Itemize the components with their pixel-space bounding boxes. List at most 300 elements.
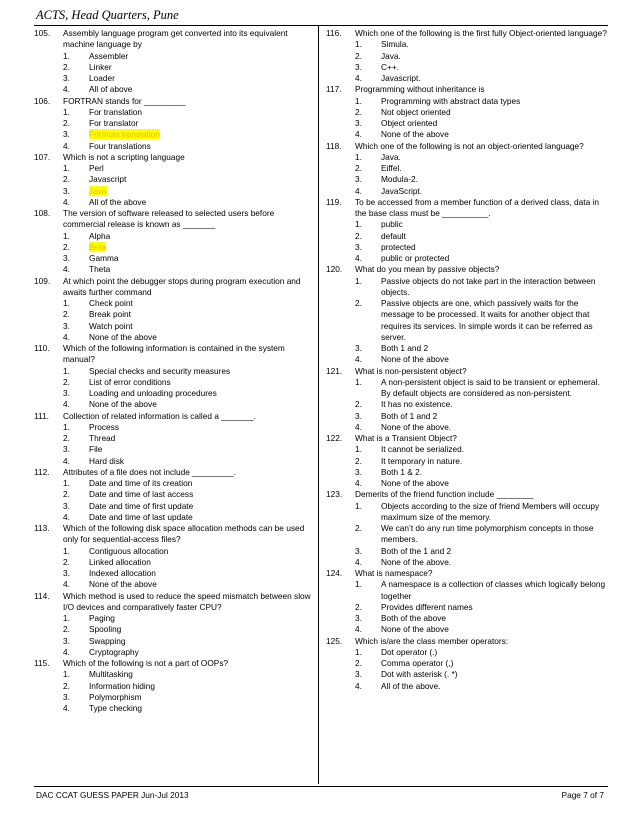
question-text: Assembly language program get converted into its equivalent machine language by — [63, 28, 288, 50]
option-text: Special checks and security measures — [89, 365, 231, 376]
option-item — [355, 422, 608, 433]
option-item — [63, 478, 316, 489]
option-item — [355, 377, 608, 400]
question-text: What is namespace? — [355, 568, 433, 578]
question-text: Which is not a scripting language — [63, 151, 185, 162]
question-text: Which of the following is not a part of OOPs? — [63, 658, 229, 668]
option-item — [63, 613, 316, 624]
option-item — [63, 557, 316, 568]
option-text: None of the above. — [381, 421, 452, 432]
question-item — [326, 433, 608, 489]
option-number: 4. — [355, 185, 362, 196]
option-number: 1. — [355, 444, 362, 455]
option-item — [63, 84, 316, 95]
question-number: 106. — [34, 95, 51, 106]
option-text: Break point — [89, 309, 131, 320]
option-item — [63, 264, 316, 275]
option-item — [63, 489, 316, 500]
option-number: 2. — [355, 163, 362, 173]
option-number: 4. — [355, 421, 362, 432]
option-item — [63, 186, 316, 197]
option-item — [63, 242, 316, 253]
option-number: 3. — [355, 118, 362, 128]
option-text: Gamma — [89, 253, 119, 263]
option-number: 3. — [63, 444, 70, 455]
option-number: 2. — [63, 309, 70, 320]
question-number: 116. — [326, 28, 342, 38]
option-number: 4. — [63, 331, 70, 342]
option-text: Object oriented — [381, 118, 438, 128]
page-header-title: ACTS, Head Quarters, Pune — [36, 8, 179, 22]
option-list — [355, 152, 608, 197]
question-item — [326, 366, 608, 434]
option-number: 4. — [63, 703, 70, 713]
option-item — [63, 253, 316, 264]
option-list — [355, 501, 608, 569]
option-number: 2. — [63, 489, 70, 500]
option-number: 4. — [355, 478, 362, 488]
option-item — [355, 579, 608, 602]
question-number: 112. — [34, 466, 50, 477]
option-number: 4. — [63, 84, 70, 95]
option-item — [63, 636, 316, 647]
option-item — [63, 703, 316, 714]
option-number: 4. — [63, 264, 70, 275]
option-item — [355, 399, 608, 410]
option-text: All of the above — [89, 196, 147, 207]
option-text: None of the above — [381, 624, 449, 635]
option-item — [355, 602, 608, 613]
option-item — [355, 298, 608, 343]
option-number: 2. — [355, 50, 362, 61]
question-item — [326, 141, 608, 197]
question-item — [34, 152, 316, 208]
option-item — [355, 163, 608, 174]
option-text: Loading and unloading procedures — [89, 388, 217, 398]
option-item — [63, 118, 316, 129]
option-text: JavaScript. — [381, 185, 423, 196]
option-item — [63, 456, 316, 467]
option-number: 4. — [355, 556, 362, 567]
option-item — [63, 579, 316, 590]
option-number: 1. — [63, 298, 70, 308]
question-number: 115. — [34, 658, 50, 668]
option-number: 2. — [355, 455, 362, 466]
header-rule — [34, 25, 608, 26]
question-text: At which point the debugger stops during program execution and awaits further command — [63, 275, 301, 297]
option-text: Polymorphism — [89, 691, 142, 702]
option-number: 3. — [355, 613, 362, 623]
option-text: public or protected — [381, 253, 450, 263]
question-number: 123. — [326, 489, 343, 500]
option-number: 4. — [355, 680, 362, 691]
option-text: Date and time of its creation — [89, 478, 193, 488]
option-text: None of the above — [89, 331, 157, 342]
option-number: 1. — [63, 163, 70, 173]
option-text: Programming with abstract data types — [381, 95, 521, 106]
option-text: Date and time of first update — [89, 500, 194, 511]
option-number: 1. — [63, 106, 70, 117]
option-text: Assembler — [89, 50, 129, 61]
option-text: None of the above — [381, 129, 449, 140]
option-text: A non-persistent object is said to be transient or ephemeral. By default objects are considered as non-persistent. — [381, 376, 600, 398]
option-text: Spooling — [89, 624, 122, 635]
option-number: 2. — [63, 61, 70, 72]
option-text: Process — [89, 421, 119, 432]
question-text: Attributes of a file does not include _________. — [63, 466, 236, 477]
option-text: Linker — [89, 61, 112, 72]
option-number: 4. — [63, 579, 70, 590]
option-text: Theta — [89, 264, 111, 275]
option-number: 2. — [355, 523, 362, 533]
right-question-column — [326, 28, 608, 692]
option-number: 1. — [63, 230, 70, 241]
option-text: Watch point — [89, 320, 133, 331]
option-item — [63, 107, 316, 118]
option-text: It has no existence. — [381, 399, 453, 410]
option-item — [355, 501, 608, 524]
option-item — [355, 658, 608, 669]
option-item — [355, 73, 608, 84]
option-list — [63, 298, 316, 343]
question-item — [326, 84, 608, 140]
question-text: Which of the following information is contained in the system manual? — [63, 343, 285, 365]
option-text: Eiffel. — [381, 163, 402, 173]
option-item — [355, 62, 608, 73]
option-text: Contiguous allocation — [89, 545, 169, 556]
option-number: 1. — [63, 545, 70, 556]
option-text: Hard disk — [89, 455, 125, 466]
option-item — [63, 568, 316, 579]
option-number: 3. — [355, 410, 362, 421]
option-number: 2. — [63, 241, 70, 252]
option-text: Objects according to the size of friend Members will occupy maximum size of the memory. — [381, 500, 600, 522]
highlighted-answer-text: Formula translation — [89, 129, 161, 140]
column-divider — [318, 26, 319, 784]
option-text: Dot operator (.) — [381, 646, 438, 657]
option-item — [355, 411, 608, 422]
option-text: Modula-2. — [381, 174, 418, 185]
question-number: 107. — [34, 151, 51, 162]
option-text: protected — [381, 241, 416, 252]
option-number: 4. — [63, 196, 70, 207]
option-list — [63, 163, 316, 208]
option-text: Alpha — [89, 230, 111, 241]
question-text: What do you mean by passive objects? — [355, 264, 500, 275]
option-number: 3. — [355, 241, 362, 252]
option-item — [63, 163, 316, 174]
option-number: 1. — [355, 500, 362, 511]
question-item — [326, 28, 608, 84]
footer-rule — [34, 786, 608, 787]
question-number: 119. — [326, 196, 342, 207]
question-item — [326, 636, 608, 692]
option-number: 1. — [355, 39, 362, 50]
option-text: It cannot be serialized. — [381, 444, 465, 455]
option-text: Date and time of last update — [89, 511, 193, 522]
option-text: Both 1 & 2. — [381, 466, 423, 477]
option-number: 4. — [355, 129, 362, 140]
option-number: 2. — [63, 118, 70, 128]
highlighted-answer-text: Java — [89, 185, 107, 196]
option-text: We can’t do any run time polymorphism concepts in those members. — [381, 523, 594, 545]
option-text: Linked allocation — [89, 556, 151, 567]
question-number: 122. — [326, 433, 343, 443]
option-text: Cryptography — [89, 646, 139, 657]
option-item — [63, 546, 316, 557]
option-list — [355, 219, 608, 264]
option-text: For translator — [89, 118, 139, 128]
option-number: 2. — [63, 174, 70, 185]
option-item — [63, 377, 316, 388]
option-list — [355, 96, 608, 141]
option-number: 2. — [355, 298, 362, 308]
option-item — [355, 276, 608, 299]
option-item — [355, 354, 608, 365]
question-text: Demerits of the friend function include ________ — [355, 489, 534, 500]
option-number: 2. — [63, 376, 70, 387]
option-item — [63, 399, 316, 410]
option-item — [63, 422, 316, 433]
option-text: For translation — [89, 106, 143, 117]
option-list — [63, 422, 316, 467]
option-text: Simula. — [381, 39, 409, 50]
option-item — [355, 478, 608, 489]
option-number: 2. — [63, 680, 70, 691]
option-number: 1. — [63, 365, 70, 376]
option-number: 4. — [355, 624, 362, 635]
option-item — [63, 309, 316, 320]
option-list — [63, 546, 316, 591]
option-text: File — [89, 444, 103, 455]
option-list — [355, 579, 608, 635]
option-list — [63, 231, 316, 276]
option-list — [63, 366, 316, 411]
option-item — [355, 546, 608, 557]
question-item — [326, 489, 608, 568]
option-text: Passive objects do not take part in the interaction between objects. — [381, 275, 596, 297]
option-number: 4. — [63, 646, 70, 657]
option-list — [355, 276, 608, 366]
option-item — [355, 129, 608, 140]
question-number: 120. — [326, 264, 343, 275]
option-text: Thread — [89, 433, 116, 443]
option-number: 3. — [63, 500, 70, 511]
option-text: Check point — [89, 298, 133, 308]
option-number: 3. — [63, 320, 70, 331]
question-item — [34, 658, 316, 714]
option-item — [63, 444, 316, 455]
question-number: 125. — [326, 635, 343, 646]
option-number: 2. — [63, 433, 70, 443]
option-item — [63, 73, 316, 84]
option-number: 1. — [63, 613, 70, 623]
option-text: Java. — [381, 50, 401, 61]
option-item — [63, 332, 316, 343]
option-number: 4. — [355, 73, 362, 83]
question-number: 114. — [34, 590, 50, 601]
option-item — [355, 613, 608, 624]
question-number: 121. — [326, 365, 343, 376]
question-number: 124. — [326, 568, 343, 578]
question-text: Which one of the following is not an object-oriented language? — [355, 140, 584, 151]
option-text: It temporary in nature. — [381, 455, 463, 466]
option-number: 2. — [355, 230, 362, 241]
option-text: Provides different names — [381, 601, 473, 612]
option-item — [355, 152, 608, 163]
option-number: 3. — [355, 343, 362, 353]
question-item — [326, 197, 608, 265]
question-item — [34, 28, 316, 96]
option-number: 3. — [63, 568, 70, 578]
option-number: 2. — [63, 624, 70, 635]
option-number: 1. — [355, 95, 362, 106]
question-item — [326, 568, 608, 636]
question-number: 109. — [34, 275, 51, 286]
option-number: 3. — [355, 669, 362, 680]
option-item — [63, 366, 316, 377]
question-text: Which one of the following is the first fully Object-oriented language? — [355, 28, 607, 38]
question-number: 111. — [34, 410, 49, 421]
option-list — [63, 51, 316, 96]
option-item — [63, 388, 316, 399]
option-number: 3. — [63, 185, 70, 196]
option-item — [355, 647, 608, 658]
option-number: 3. — [355, 545, 362, 556]
option-item — [63, 62, 316, 73]
highlighted-answer-text: Beta — [89, 241, 107, 252]
option-text: Loader — [89, 73, 115, 83]
question-number: 118. — [326, 140, 342, 151]
option-item — [355, 557, 608, 568]
option-item — [63, 174, 316, 185]
option-item — [63, 321, 316, 332]
option-list — [355, 444, 608, 489]
question-text: Collection of related information is called a _______. — [63, 410, 256, 421]
question-item — [326, 264, 608, 365]
question-item — [34, 591, 316, 659]
option-item — [355, 669, 608, 680]
option-number: 3. — [355, 61, 362, 72]
option-text: Javascript. — [381, 73, 421, 83]
option-number: 3. — [63, 635, 70, 646]
question-number: 108. — [34, 208, 51, 218]
question-number: 105. — [34, 28, 51, 38]
option-item — [355, 681, 608, 692]
option-number: 2. — [355, 601, 362, 612]
option-item — [63, 669, 316, 680]
option-item — [355, 51, 608, 62]
option-text: A namespace is a collection of classes which logically belong together — [381, 579, 606, 601]
question-text: What is non-persistent object? — [355, 365, 467, 376]
option-number: 2. — [355, 658, 362, 668]
question-item — [34, 208, 316, 276]
option-item — [63, 141, 316, 152]
question-number: 117. — [326, 84, 342, 95]
question-text: Which is/are the class member operators: — [355, 635, 509, 646]
option-number: 3. — [63, 129, 70, 140]
option-text: default — [381, 230, 406, 241]
option-item — [63, 501, 316, 512]
option-text: None of the above — [381, 354, 449, 365]
question-text: To be accessed from a member function of a derived class, data in the base class must be __________. — [355, 196, 599, 218]
option-item — [355, 39, 608, 50]
option-text: Dot with asterisk (. *) — [381, 669, 458, 680]
option-item — [355, 174, 608, 185]
option-item — [355, 96, 608, 107]
option-number: 1. — [355, 275, 362, 286]
question-text: What is a Transient Object? — [355, 433, 457, 443]
option-number: 4. — [355, 354, 362, 365]
option-number: 4. — [63, 455, 70, 466]
option-number: 1. — [355, 579, 362, 590]
option-text: None of the above. — [381, 556, 452, 567]
option-item — [355, 253, 608, 264]
question-text: The version of software released to selected users before commercial release is known as _______ — [63, 208, 275, 230]
option-item — [63, 231, 316, 242]
option-item — [63, 197, 316, 208]
option-item — [63, 692, 316, 703]
option-number: 2. — [63, 556, 70, 567]
option-number: 1. — [63, 669, 70, 680]
option-number: 4. — [63, 511, 70, 522]
option-text: None of the above — [89, 579, 157, 590]
option-number: 4. — [63, 140, 70, 151]
option-number: 3. — [63, 388, 70, 398]
option-list — [355, 647, 608, 692]
question-item — [34, 343, 316, 411]
option-item — [355, 242, 608, 253]
option-text: Both of the above — [381, 613, 447, 623]
option-number: 1. — [355, 151, 362, 162]
option-text: Not object oriented — [381, 106, 451, 117]
option-item — [63, 129, 316, 140]
option-number: 1. — [63, 421, 70, 432]
option-number: 2. — [355, 106, 362, 117]
option-list — [63, 613, 316, 658]
option-text: None of the above — [89, 399, 157, 410]
option-text: Indexed allocation — [89, 568, 156, 578]
option-number: 3. — [355, 466, 362, 477]
option-list — [63, 669, 316, 714]
option-item — [355, 624, 608, 635]
option-number: 3. — [63, 253, 70, 263]
option-text: public — [381, 219, 403, 230]
option-text: Passive objects are one, which passively waits for the message to be processed. It waits for another object that requires its services. In simple words it can be referred as server. — [381, 298, 593, 342]
option-list — [63, 107, 316, 152]
option-list — [63, 478, 316, 523]
footer-document-title: DAC CCAT GUESS PAPER Jun-Jul 2013 — [36, 790, 189, 800]
option-text: Multitasking — [89, 669, 133, 680]
option-text: Java. — [381, 151, 401, 162]
option-item — [63, 624, 316, 635]
option-text: Information hiding — [89, 680, 155, 691]
question-item — [34, 96, 316, 152]
option-item — [355, 467, 608, 478]
option-list — [355, 39, 608, 84]
question-item — [34, 523, 316, 591]
question-text: FORTRAN stands for _________ — [63, 95, 186, 106]
option-item — [63, 51, 316, 62]
option-text: None of the above — [381, 478, 449, 488]
question-number: 113. — [34, 523, 50, 533]
option-text: List of error conditions — [89, 376, 171, 387]
option-item — [63, 433, 316, 444]
option-text: Perl — [89, 163, 104, 173]
option-list — [355, 377, 608, 433]
option-text: Both of 1 and 2 — [381, 410, 438, 421]
option-text: Both of the 1 and 2 — [381, 545, 452, 556]
